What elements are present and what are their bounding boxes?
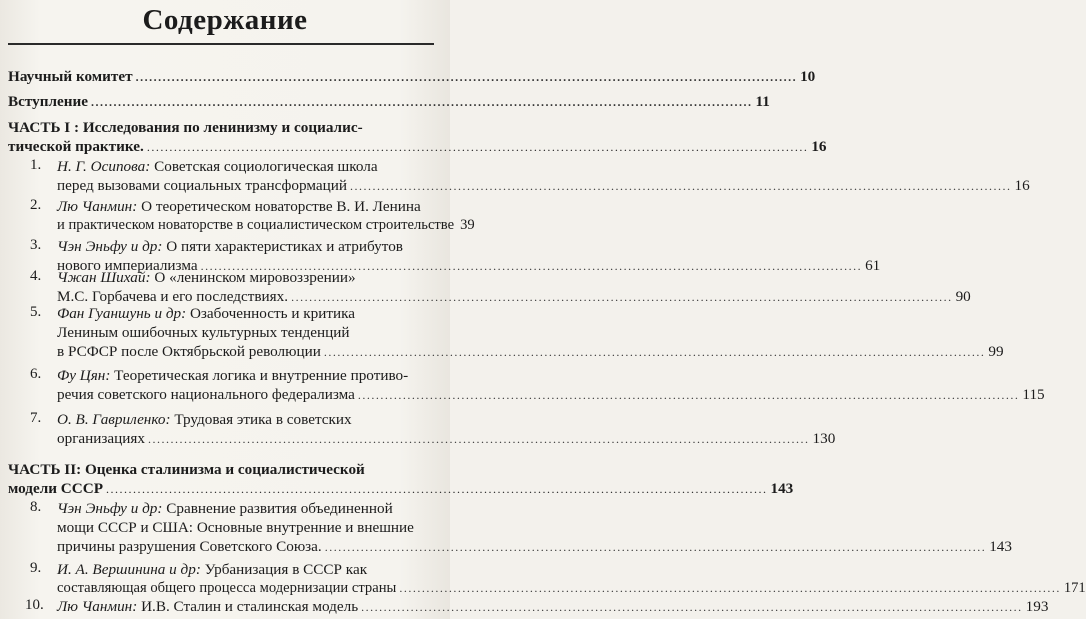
part-title-line: ЧАСТЬ I : Исследования по ленинизму и социалис-	[8, 119, 363, 136]
toc-entry[interactable]	[57, 197, 475, 235]
entry-title: Лениным ошибочных культурных тенденций	[57, 324, 350, 341]
toc-item-intro[interactable]	[8, 92, 770, 112]
toc-part-1[interactable]	[8, 118, 827, 157]
leader-dots	[106, 480, 768, 499]
entry-number: 10.	[25, 597, 44, 613]
toc-page-number: 11	[755, 93, 770, 110]
toc-page-number: 10	[800, 68, 816, 85]
entry-number: 2.	[30, 197, 42, 213]
toc-item-label: Вступление	[8, 93, 88, 110]
entry-title: перед вызовами социальных трансформаций	[57, 177, 347, 194]
entry-author: Лю Чанмин:	[57, 198, 138, 215]
entry-author: О. В. Гавриленко:	[57, 411, 171, 428]
entry-author: Фан Гуаншунь и др:	[57, 305, 187, 322]
toc-page-number: 130	[812, 430, 836, 447]
part-title-line: модели СССР	[8, 480, 103, 497]
leader-dots	[148, 430, 810, 449]
part-title-line: тической практике.	[8, 138, 144, 155]
entry-title: составляющая общего процесса модернизации страны	[57, 580, 397, 596]
entry-title: и практическом новаторстве в социалистическом строительстве	[57, 217, 455, 233]
entry-title: Урбанизация в СССР как	[204, 561, 368, 578]
entry-number: 8.	[30, 499, 42, 515]
entry-title: Советская социологическая школа	[154, 158, 378, 175]
entry-number: 7.	[30, 410, 42, 426]
leader-dots	[325, 538, 987, 557]
entry-author: Чэн Эньфу и др:	[57, 238, 163, 255]
leader-dots	[147, 138, 809, 157]
toc-page-number: 90	[955, 288, 971, 305]
entry-title: организациях	[57, 430, 145, 447]
toc-page-number: 115	[1022, 386, 1045, 403]
toc-page-number: 16	[1014, 177, 1030, 194]
leader-dots	[350, 177, 1012, 196]
entry-title: И.В. Сталин и сталинская модель	[141, 598, 359, 615]
entry-number: 1.	[30, 157, 42, 173]
toc-page-number: 143	[770, 480, 794, 497]
leader-dots	[361, 598, 1023, 617]
entry-title: Озабоченность и критика	[189, 305, 355, 322]
entry-title: речия советского национального федерализма	[57, 386, 355, 403]
entry-title: О теоретическом новаторстве В. И. Ленина	[141, 198, 421, 215]
toc-page-number: 143	[989, 538, 1012, 555]
toc-entry[interactable]	[57, 499, 1012, 557]
toc-entry[interactable]	[57, 366, 1045, 405]
entry-author: Чэн Эньфу и др:	[57, 500, 163, 517]
leader-dots	[358, 386, 1020, 405]
toc-item-committee[interactable]	[8, 67, 816, 87]
entry-number: 3.	[30, 237, 42, 253]
entry-number: 5.	[30, 304, 42, 320]
toc-page-number: 16	[811, 138, 827, 155]
toc-page-number: 171	[1063, 580, 1086, 596]
toc-entry[interactable]	[57, 560, 1086, 598]
entry-title: Теоретическая логика и внутренние противо-	[114, 367, 409, 384]
toc-page-number: 193	[1025, 598, 1049, 615]
leader-dots	[136, 68, 798, 87]
leader-dots	[324, 343, 986, 362]
toc-entry[interactable]	[57, 157, 1030, 196]
entry-author: Лю Чанмин:	[57, 598, 138, 615]
title-underline	[8, 43, 434, 45]
part-title-line: ЧАСТЬ II: Оценка сталинизма и социалистической	[8, 461, 365, 478]
entry-author: Чжан Шихай:	[57, 269, 151, 286]
toc-page-number: 39	[460, 217, 475, 233]
toc-entry[interactable]	[57, 304, 1004, 362]
entry-title: нового империализма	[57, 257, 198, 274]
entry-title: в РСФСР после Октябрьской революции	[57, 343, 321, 360]
entry-author: Фу Цян:	[57, 367, 111, 384]
entry-number: 6.	[30, 366, 42, 382]
entry-title: причины разрушения Советского Союза.	[57, 538, 322, 555]
entry-title: О «ленинском мировоззрении»	[154, 269, 356, 286]
entry-title: М.С. Горбачева и его последствиях.	[57, 288, 289, 305]
leader-dots	[399, 579, 1061, 598]
toc-entry[interactable]	[57, 597, 1049, 617]
entry-title: Трудовая этика в советских	[174, 411, 352, 428]
entry-title: О пяти характеристиках и атрибутов	[166, 238, 403, 255]
entry-author: Н. Г. Осипова:	[57, 158, 151, 175]
toc-entry[interactable]	[57, 410, 836, 449]
entry-title: мощи СССР и США: Основные внутренние и внешние	[57, 519, 414, 536]
entry-title: Сравнение развития объединенной	[166, 500, 393, 517]
toc-item-label: Научный комитет	[8, 68, 133, 85]
toc-page-number: 61	[865, 257, 881, 274]
toc-entry[interactable]	[57, 268, 971, 307]
leader-dots	[91, 93, 753, 112]
entry-number: 9.	[30, 560, 42, 576]
entry-number: 4.	[30, 268, 42, 284]
page-title: Содержание	[142, 4, 308, 36]
toc-part-2[interactable]	[8, 460, 794, 499]
toc-page-number: 99	[988, 343, 1004, 360]
entry-author: И. А. Вершинина и др:	[57, 561, 201, 578]
